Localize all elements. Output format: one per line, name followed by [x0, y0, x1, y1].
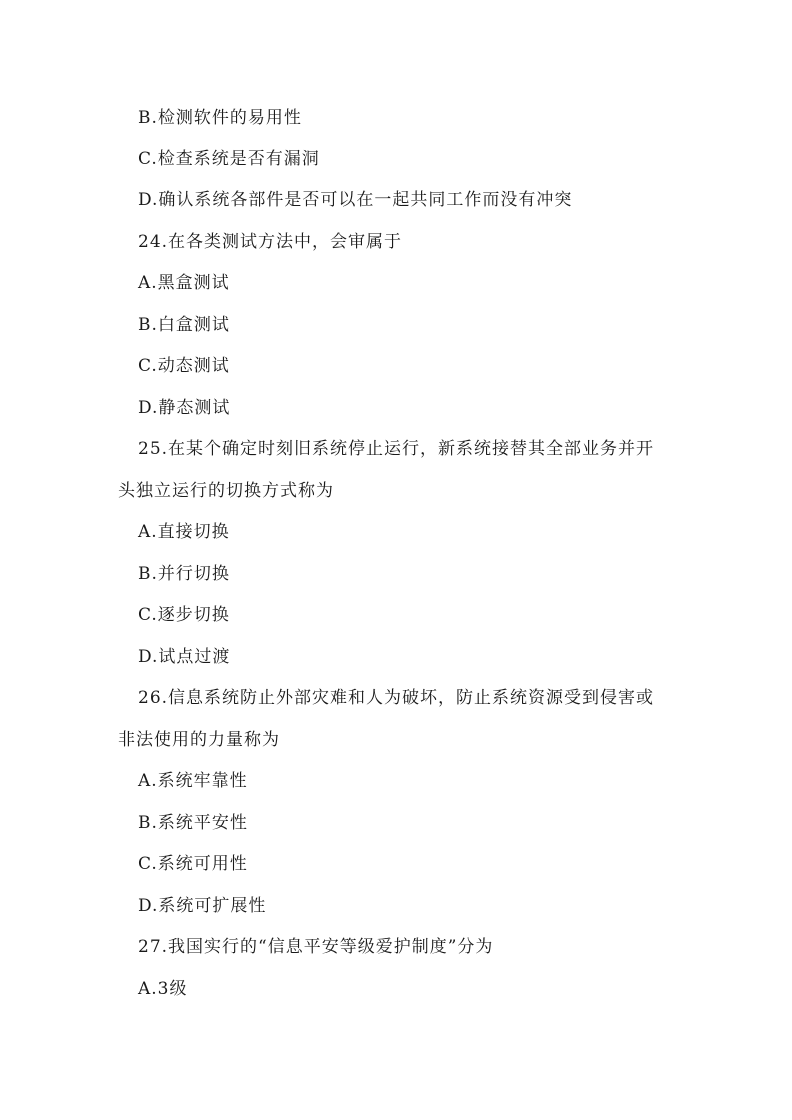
q25-option-d: D.试点过渡 — [138, 647, 231, 667]
option-b-ease-of-use: B.检测软件的易用性 — [138, 108, 302, 128]
question-26-line-1: 26.信息系统防止外部灾难和人为破坏，防止系统资源受到侵害或 — [138, 688, 655, 708]
q26-option-d: D.系统可扩展性 — [138, 896, 267, 916]
q24-option-b: B.白盒测试 — [138, 315, 230, 335]
q25-option-c: C.逐步切换 — [138, 605, 230, 625]
q26-option-c: C.系统可用性 — [138, 854, 248, 874]
question-26-line-2: 非法使用的力量称为 — [118, 730, 280, 750]
question-25-line-2: 头独立运行的切换方式称为 — [118, 481, 334, 501]
q24-option-c: C.动态测试 — [138, 356, 230, 376]
q26-option-a: A.系统牢靠性 — [138, 771, 248, 791]
option-c-vulnerability: C.检查系统是否有漏洞 — [138, 149, 320, 169]
question-24: 24.在各类测试方法中，会审属于 — [138, 232, 403, 252]
q25-option-b: B.并行切换 — [138, 564, 230, 584]
q25-option-a: A.直接切换 — [138, 522, 230, 542]
q24-option-d: D.静态测试 — [138, 398, 231, 418]
q24-option-a: A.黑盒测试 — [138, 273, 230, 293]
q26-option-b: B.系统平安性 — [138, 813, 248, 833]
question-27: 27.我国实行的“信息平安等级爱护制度”分为 — [138, 937, 494, 957]
question-25-line-1: 25.在某个确定时刻旧系统停止运行，新系统接替其全部业务并开 — [138, 439, 655, 459]
option-d-integration: D.确认系统各部件是否可以在一起共同工作而没有冲突 — [138, 190, 573, 210]
q27-option-a: A.3级 — [138, 979, 188, 999]
